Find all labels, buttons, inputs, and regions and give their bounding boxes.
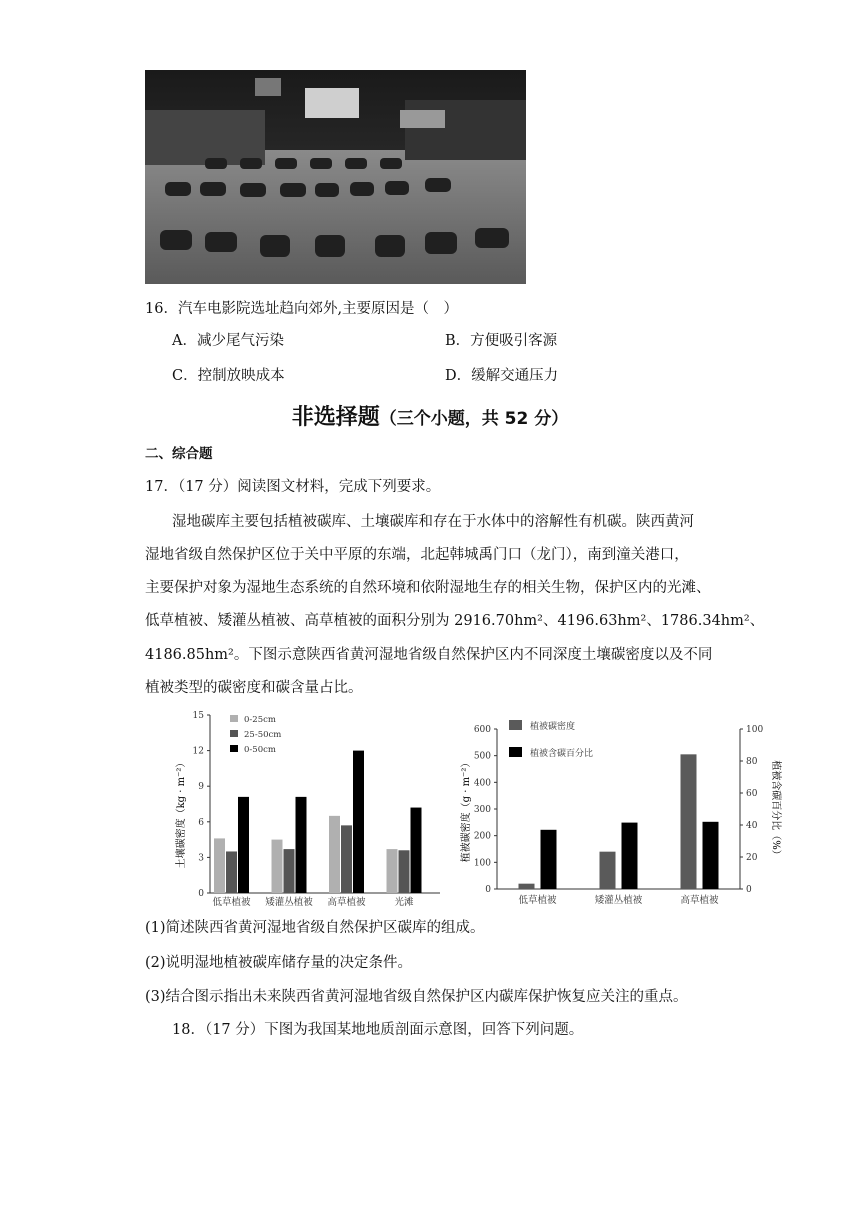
q16-option-a[interactable]: A．减少尾气污染 (172, 333, 284, 349)
soil-chart-legend-swatch (230, 745, 238, 752)
q17-para-line-5: 4186.85hm²。下图示意陕西省黄河湿地省级自然保护区内不同深度土壤碳密度以及不同 (145, 647, 713, 663)
veg-chart-bar (681, 754, 697, 889)
soil-chart-legend-swatch (230, 730, 238, 737)
q17-para-line-4: 低草植被、矮灌丛植被、高草植被的面积分别为 2916.70hm²、4196.63hm²、1786.34hm²、 (145, 613, 765, 629)
section-subtitle: 二、综合题 (145, 446, 213, 462)
q17-para-line-6: 植被类型的碳密度和碳含量占比。 (145, 680, 363, 696)
drive-in-cinema-photo (145, 70, 526, 284)
veg-chart-y-tick-label-right: 100 (746, 725, 764, 735)
section-title-note: （三个小题，共 52 分） (379, 409, 569, 429)
vegetation-carbon-chart (455, 715, 790, 910)
veg-chart-legend-label: 植被含碳百分比 (530, 749, 594, 759)
q17-stem: 17．（17 分）阅读图文材料，完成下列要求。 (145, 479, 441, 495)
veg-chart-y-tick-label-right: 20 (746, 853, 758, 863)
section-title-main: 非选择题 (291, 405, 380, 430)
soil-chart-category-label: 低草植被 (212, 897, 251, 908)
soil-chart-category-label: 矮灌丛植被 (265, 897, 313, 908)
veg-chart-legend-label: 植被碳密度 (530, 722, 576, 732)
veg-chart-y-axis-label-left: 植被碳密度（g · m⁻²） (461, 757, 472, 863)
q17-para-line-1: 湿地碳库主要包括植被碳库、土壤碳库和存在于水体中的溶解性有机碳。陕西黄河 (172, 514, 694, 530)
soil-chart-legend-swatch (230, 715, 238, 722)
soil-chart-bar (238, 797, 249, 893)
veg-chart-y-tick-label-right: 40 (746, 821, 758, 831)
q17-question-2: (2)说明湿地植被碳库储存量的决定条件。 (145, 955, 413, 971)
veg-chart-bar (541, 830, 557, 889)
soil-chart-y-tick-label: 3 (198, 853, 204, 864)
q17-para-line-3: 主要保护对象为湿地生态系统的自然环境和依附湿地生存的相关生物，保护区内的光滩、 (145, 580, 711, 596)
soil-chart-bar (226, 851, 237, 893)
soil-chart-bar (296, 797, 307, 893)
veg-chart-y-tick-label-left: 300 (473, 805, 491, 815)
section-title (0, 400, 860, 431)
soil-chart-legend-label: 0-50cm (244, 745, 276, 755)
soil-chart-bar (272, 840, 283, 893)
veg-chart-legend-swatch (509, 747, 522, 757)
soil-chart-bar (353, 751, 364, 893)
soil-chart-bar (399, 850, 410, 893)
veg-chart-y-tick-label-right: 80 (746, 757, 758, 767)
q17-question-1: (1)简述陕西省黄河湿地省级自然保护区碳库的组成。 (145, 920, 485, 936)
soil-chart-y-tick-label: 12 (192, 746, 204, 757)
q17-question-3: (3)结合图示指出未来陕西省黄河湿地省级自然保护区内碳库保护恢复应关注的重点。 (145, 989, 688, 1005)
soil-carbon-chart (170, 705, 445, 910)
soil-chart-bar (284, 849, 295, 893)
soil-chart-category-label: 光滩 (394, 897, 414, 908)
soil-chart-bar (341, 825, 352, 893)
veg-chart-y-axis-label-right: 植被含碳百分比（%） (770, 760, 781, 860)
photo-drawing (145, 70, 526, 284)
soil-chart-bar (214, 838, 225, 893)
q18-stem: 18．（17 分）下图为我国某地地质剖面示意图，回答下列问题。 (172, 1022, 584, 1038)
veg-chart-bar (519, 884, 535, 889)
soil-chart-y-tick-label: 9 (198, 782, 204, 793)
veg-chart-y-tick-label-left: 200 (473, 831, 491, 842)
veg-chart-y-tick-label-right: 60 (746, 789, 758, 799)
veg-chart-legend-swatch (509, 720, 522, 730)
veg-chart-category-label: 低草植被 (518, 895, 557, 906)
soil-chart-bar (329, 816, 340, 893)
veg-chart-y-tick-label-left: 600 (473, 725, 491, 735)
soil-chart-y-tick-label: 6 (198, 817, 204, 828)
veg-chart-category-label: 矮灌丛植被 (594, 895, 643, 906)
q17-para-line-2: 湿地省级自然保护区位于关中平原的东端，北起韩城禹门口（龙门），南到潼关港口， (145, 547, 689, 563)
veg-chart-y-tick-label-left: 100 (473, 858, 491, 869)
veg-chart-y-tick-label-left: 0 (485, 885, 491, 895)
q16-stem: 16．汽车电影院选址趋向郊外,主要原因是（ ） (145, 301, 459, 317)
soil-chart-y-tick-label: 15 (192, 711, 204, 721)
veg-chart-category-label: 高草植被 (680, 895, 719, 906)
veg-chart-bar (600, 852, 616, 889)
veg-chart-bar (622, 823, 638, 889)
q16-option-b[interactable]: B．方便吸引客源 (445, 333, 558, 349)
q16-option-d[interactable]: D．缓解交通压力 (445, 368, 559, 384)
veg-chart-bar (703, 822, 719, 889)
veg-chart-y-tick-label-left: 500 (473, 751, 491, 762)
soil-chart-category-label: 高草植被 (327, 897, 366, 908)
soil-chart-y-axis-label: 土壤碳密度（kg · m⁻²） (176, 757, 187, 869)
q16-option-c[interactable]: C．控制放映成本 (172, 368, 285, 384)
soil-chart-bar (387, 849, 398, 893)
soil-chart-legend-label: 0-25cm (244, 715, 276, 725)
soil-chart-legend-label: 25-50cm (244, 730, 282, 740)
veg-chart-y-tick-label-right: 0 (746, 885, 752, 895)
soil-chart-y-tick-label: 0 (198, 889, 204, 899)
soil-chart-bar (411, 808, 422, 893)
veg-chart-y-tick-label-left: 400 (473, 778, 491, 789)
